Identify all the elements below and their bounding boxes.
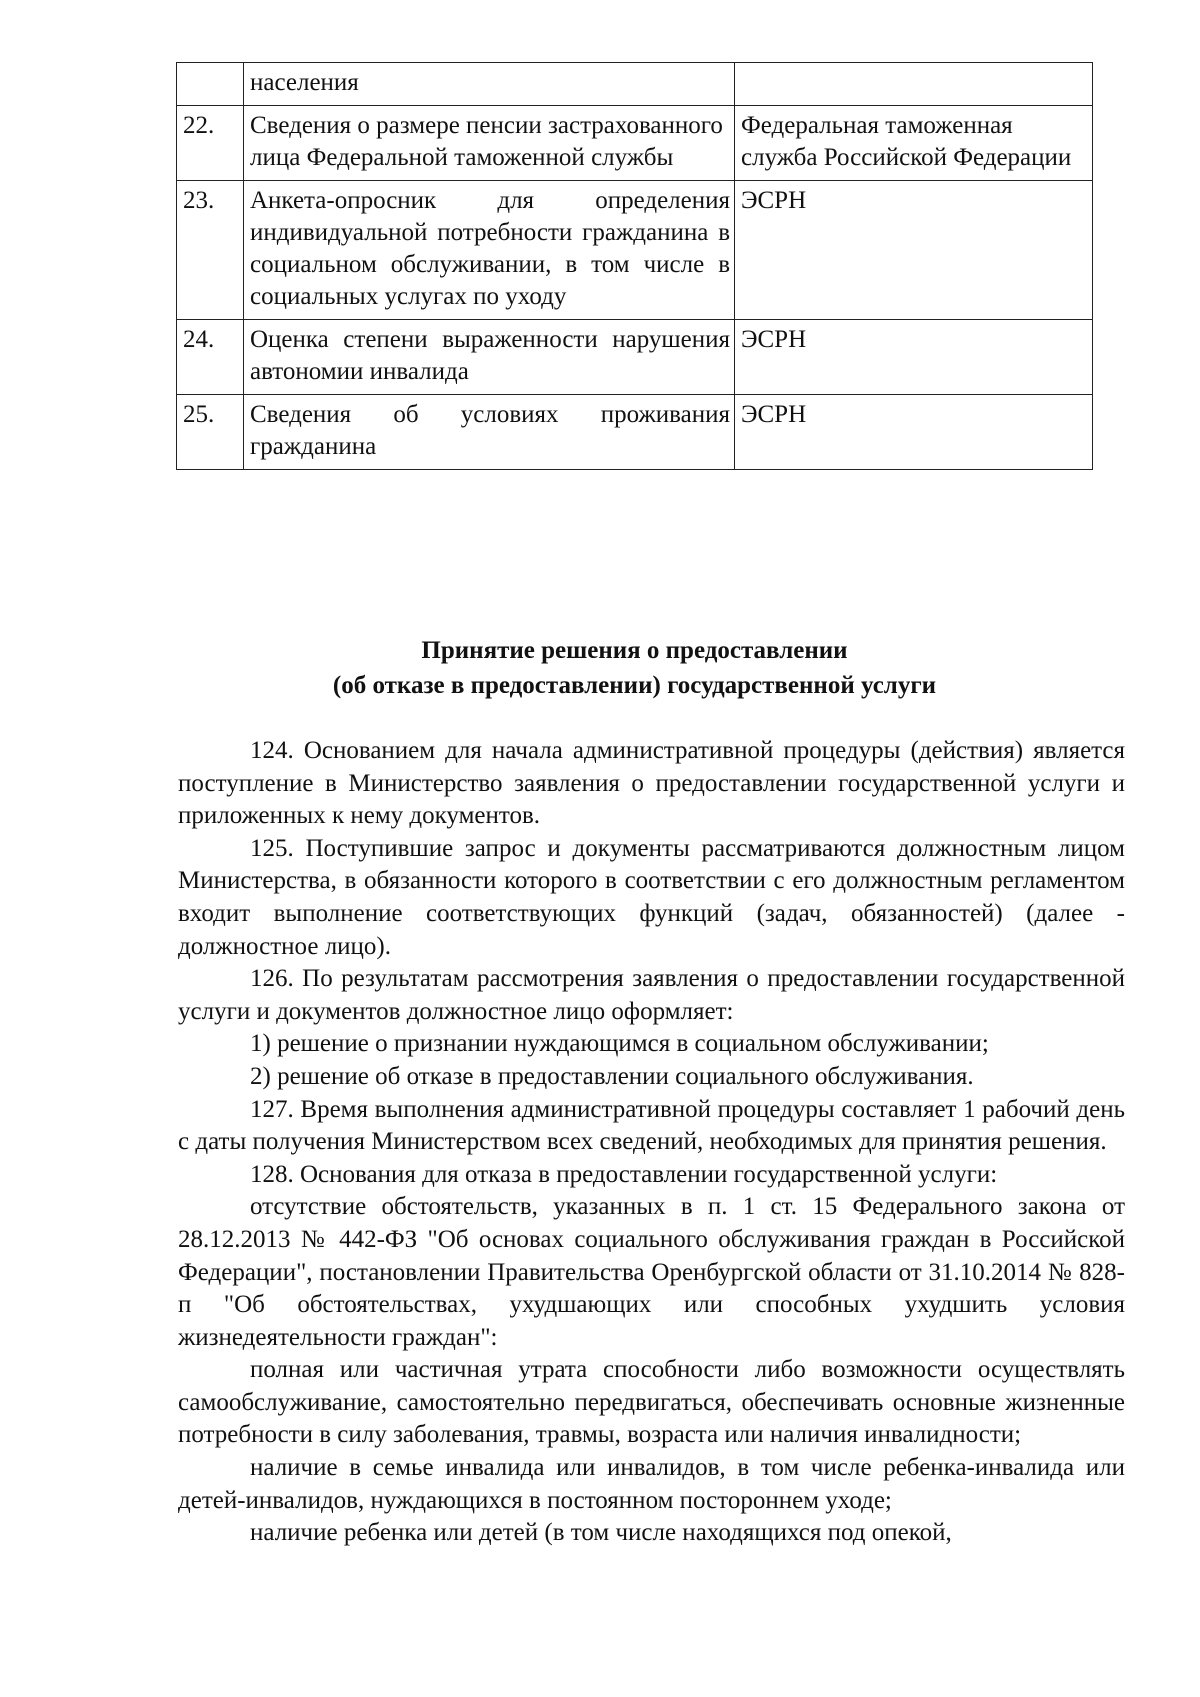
row-number: 22. [177, 106, 244, 181]
paragraph: 127. Время выполнения административной процедуры составляет 1 рабочий день с даты получения Министерством всех сведений, необходимых для принятия решения. [178, 1095, 1125, 1156]
document-source: ЭСРН [735, 320, 1093, 395]
section-title [176, 633, 1093, 703]
paragraph: 2) решение об отказе в предоставлении социального обслуживания. [250, 1062, 974, 1090]
document-name: населения [244, 63, 735, 106]
paragraph: наличие в семье инвалида или инвалидов, в том числе ребенка-инвалида или детей-инвалидов, нуждающихся в постоянном постороннем уходе; [178, 1454, 1125, 1514]
document-name: Анкета-опросник для определения индивидуальной потребности гражданина в социальном обслуживании, в том числе в социальных услугах по уходу [244, 181, 735, 320]
paragraph: полная или частичная утрата способности либо возможности осуществлять самообслуживание, самостоятельно передвигаться, обеспечивать основные жизненные потребности в силу заболевания, травмы, возраста или наличия инвалидности; [178, 1356, 1125, 1449]
row-number [177, 63, 244, 106]
document-source: Федеральная таможенная служба Российской Федерации [735, 106, 1093, 181]
body-text [178, 735, 1125, 1550]
section-title-line: Принятие решения о предоставлении [421, 637, 848, 664]
document-source [735, 63, 1093, 106]
table-row [177, 395, 1093, 470]
paragraph: отсутствие обстоятельств, указанных в п. 1 ст. 15 Федерального закона от 28.12.2013 № 442-ФЗ "Об основах социального обслуживания граждан в Российской Федерации", постановлении Правительства Оренбургской области от 31.10.2014 № 828-п "Об обстоятельствах, ухудшающих или способных ухудшить условия жизнедеятельности граждан": [178, 1193, 1125, 1351]
table-row [177, 63, 1093, 106]
paragraph: 1) решение о признании нуждающимся в социальном обслуживании; [250, 1030, 989, 1058]
section-title-line: (об отказе в предоставлении) государственной услуги [332, 672, 937, 699]
table-row [177, 181, 1093, 320]
paragraph: наличие ребенка или детей (в том числе находящихся под опекой, [250, 1519, 952, 1547]
paragraph: 124. Основанием для начала административной процедуры (действия) является поступление в Министерство заявления о предоставлении государственной услуги и приложенных к нему документов. [178, 737, 1125, 830]
document-name: Сведения об условиях проживания гражданина [244, 395, 735, 470]
paragraph: 125. Поступившие запрос и документы рассматриваются должностным лицом Министерства, в обязанности которого в соответствии с его должностным регламентом входит выполнение соответствующих функций (задач, обязанностей) (далее - должностное лицо). [178, 834, 1125, 960]
document-source: ЭСРН [735, 181, 1093, 320]
table-row [177, 320, 1093, 395]
document-name: Оценка степени выраженности нарушения автономии инвалида [244, 320, 735, 395]
documents-table [176, 62, 1093, 470]
row-number: 24. [177, 320, 244, 395]
paragraph: 126. По результатам рассмотрения заявления о предоставлении государственной услуги и документов должностное лицо оформляет: [178, 965, 1125, 1025]
document-name: Сведения о размере пенсии застрахованного лица Федеральной таможенной службы [244, 106, 735, 181]
paragraph: 128. Основания для отказа в предоставлении государственной услуги: [250, 1160, 998, 1188]
row-number: 25. [177, 395, 244, 470]
document-source: ЭСРН [735, 395, 1093, 470]
table-row [177, 106, 1093, 181]
row-number: 23. [177, 181, 244, 320]
